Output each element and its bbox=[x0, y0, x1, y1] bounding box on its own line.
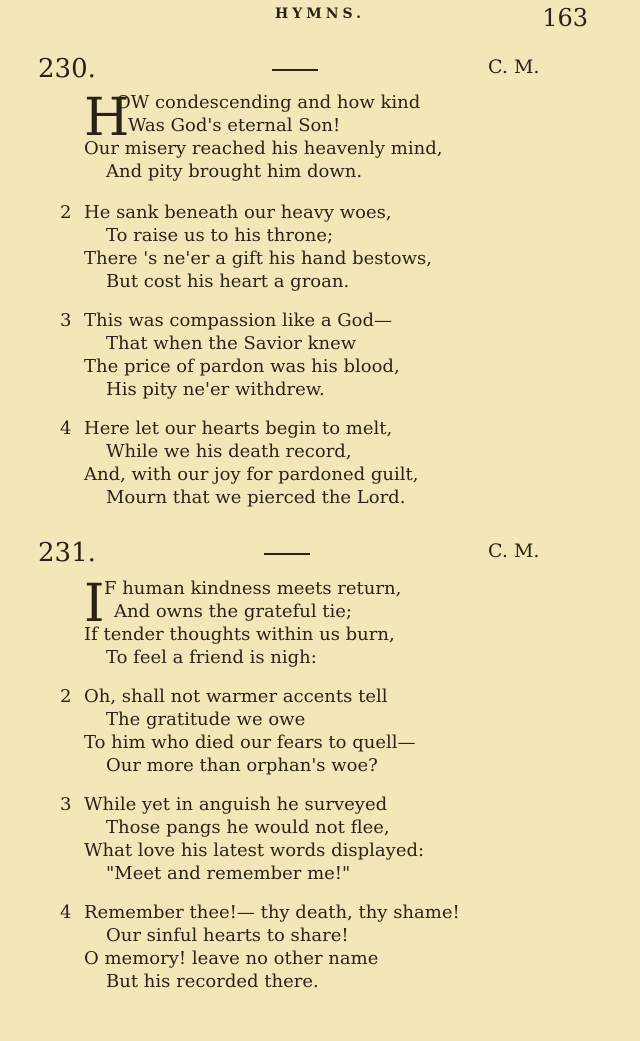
verse-number: 2 bbox=[60, 686, 72, 707]
stanza-line: This was compassion like a God— bbox=[84, 310, 393, 331]
hymn-number: 230. bbox=[38, 54, 96, 84]
stanza-line: While we his death record, bbox=[106, 441, 352, 462]
stanza-line: Our misery reached his heavenly mind, bbox=[84, 138, 443, 159]
stanza-line: Those pangs he would not flee, bbox=[106, 817, 390, 838]
stanza-line: And pity brought him down. bbox=[106, 161, 363, 182]
hymn-number: 231. bbox=[38, 538, 96, 568]
stanza-line: F human kindness meets return, bbox=[104, 578, 402, 599]
stanza-line: What love his latest words displayed: bbox=[84, 840, 425, 861]
stanza-line: And owns the grateful tie; bbox=[114, 601, 353, 622]
stanza-line: Our sinful hearts to share! bbox=[106, 925, 349, 946]
stanza-line: Mourn that we pierced the Lord. bbox=[106, 487, 406, 508]
stanza-line: But his recorded there. bbox=[106, 971, 319, 992]
stanza-line: His pity ne'er withdrew. bbox=[106, 379, 325, 400]
stanza-line: He sank beneath our heavy woes, bbox=[84, 202, 392, 223]
stanza-line: To feel a friend is nigh: bbox=[106, 647, 317, 668]
stanza-line: Remember thee!— thy death, thy shame! bbox=[84, 902, 460, 923]
verse-number: 3 bbox=[60, 794, 72, 815]
stanza-line: While yet in anguish he surveyed bbox=[84, 794, 388, 815]
stanza-line: The price of pardon was his blood, bbox=[84, 356, 400, 377]
stanza-line: The gratitude we owe bbox=[106, 709, 306, 730]
stanza-line: But cost his heart a groan. bbox=[106, 271, 350, 292]
drop-cap: I bbox=[84, 574, 105, 634]
verse-number: 4 bbox=[60, 902, 72, 923]
stanza-line: Here let our hearts begin to melt, bbox=[84, 418, 393, 439]
stanza-line: Oh, shall not warmer accents tell bbox=[84, 686, 388, 707]
verse-number: 4 bbox=[60, 418, 72, 439]
stanza-line: To raise us to his throne; bbox=[106, 225, 334, 246]
drop-cap: H bbox=[84, 88, 130, 148]
page-number: 163 bbox=[542, 4, 588, 32]
stanza-line: Our more than orphan's woe? bbox=[106, 755, 378, 776]
hymn-rule bbox=[264, 553, 310, 555]
stanza-line: If tender thoughts within us burn, bbox=[84, 624, 395, 645]
stanza-line: There 's ne'er a gift his hand bestows, bbox=[84, 248, 432, 269]
stanza-line: And, with our joy for pardoned guilt, bbox=[84, 464, 419, 485]
hymn-meter: C. M. bbox=[488, 56, 540, 78]
hymn-rule bbox=[272, 69, 318, 71]
running-head: HYMNS. bbox=[274, 6, 365, 22]
stanza-line: That when the Savior knew bbox=[106, 333, 357, 354]
stanza-line: O memory! leave no other name bbox=[84, 948, 379, 969]
stanza-line: OW condescending and how kind bbox=[116, 92, 421, 113]
verse-number: 2 bbox=[60, 202, 72, 223]
stanza-line: "Meet and remember me!" bbox=[106, 863, 351, 884]
stanza-line: Was God's eternal Son! bbox=[128, 115, 341, 136]
hymn-meter: C. M. bbox=[488, 540, 540, 562]
stanza-line: To him who died our fears to quell— bbox=[84, 732, 416, 753]
verse-number: 3 bbox=[60, 310, 72, 331]
